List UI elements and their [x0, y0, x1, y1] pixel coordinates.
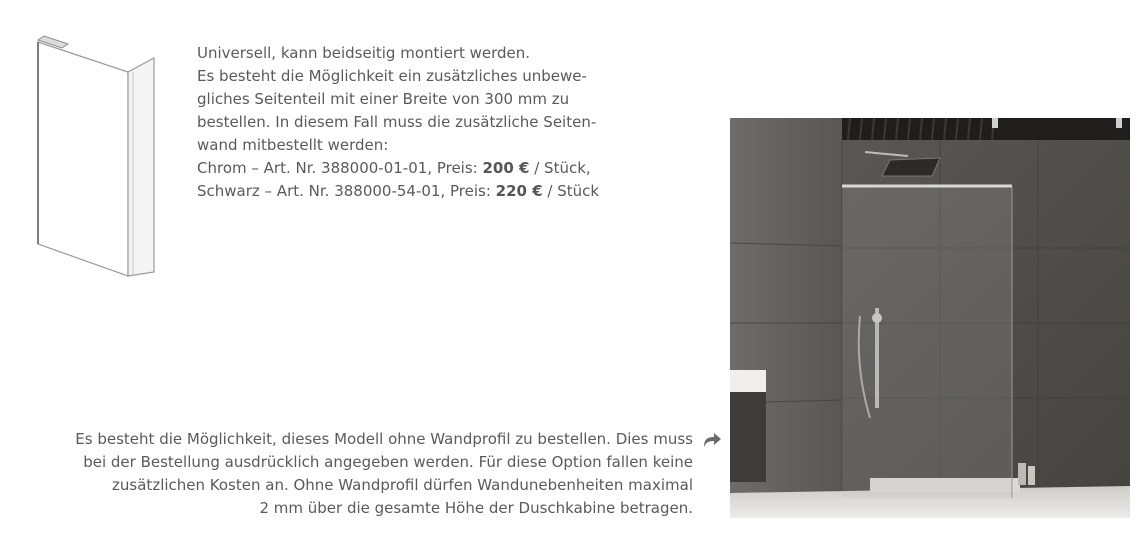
share-arrow-icon: [702, 430, 722, 448]
price-value: 200 €: [482, 159, 530, 177]
description-line: wand mitbestellt werden:: [197, 136, 389, 154]
description-line: gliches Seitenteil mit einer Breite von 300 mm zu: [197, 90, 570, 108]
price-row-prefix: Chrom – Art. Nr. 388000-01-01, Preis:: [197, 159, 483, 177]
price-value: 220 €: [495, 182, 543, 200]
note-line: bei der Bestellung ausdrücklich angegeben werden. Für diese Option fallen keine: [83, 453, 693, 471]
description-line: Es besteht die Möglichkeit ein zusätzliches unbewe-: [197, 67, 587, 85]
shower-product-photo: [730, 118, 1130, 518]
price-row-chrome: [197, 157, 637, 180]
price-row-suffix: / Stück,: [529, 159, 591, 177]
price-row-suffix: / Stück: [542, 182, 600, 200]
wall-profile-note: [20, 428, 693, 520]
note-line: 2 mm über die gesamte Höhe der Duschkabine betragen.: [259, 499, 693, 517]
note-line: zusätzlichen Kosten an. Ohne Wandprofil dürfen Wandunebenheiten maximal: [112, 476, 693, 494]
price-row-prefix: Schwarz – Art. Nr. 388000-54-01, Preis:: [197, 182, 496, 200]
description-line: Universell, kann beidseitig montiert werden.: [197, 44, 531, 62]
description-line: bestellen. In diesem Fall muss die zusätzliche Seiten-: [197, 113, 597, 131]
product-description: [197, 42, 637, 203]
note-line: Es besteht die Möglichkeit, dieses Modell ohne Wandprofil zu bestellen. Dies muss: [75, 430, 693, 448]
price-row-black: [197, 180, 637, 203]
panel-illustration: [30, 30, 160, 280]
